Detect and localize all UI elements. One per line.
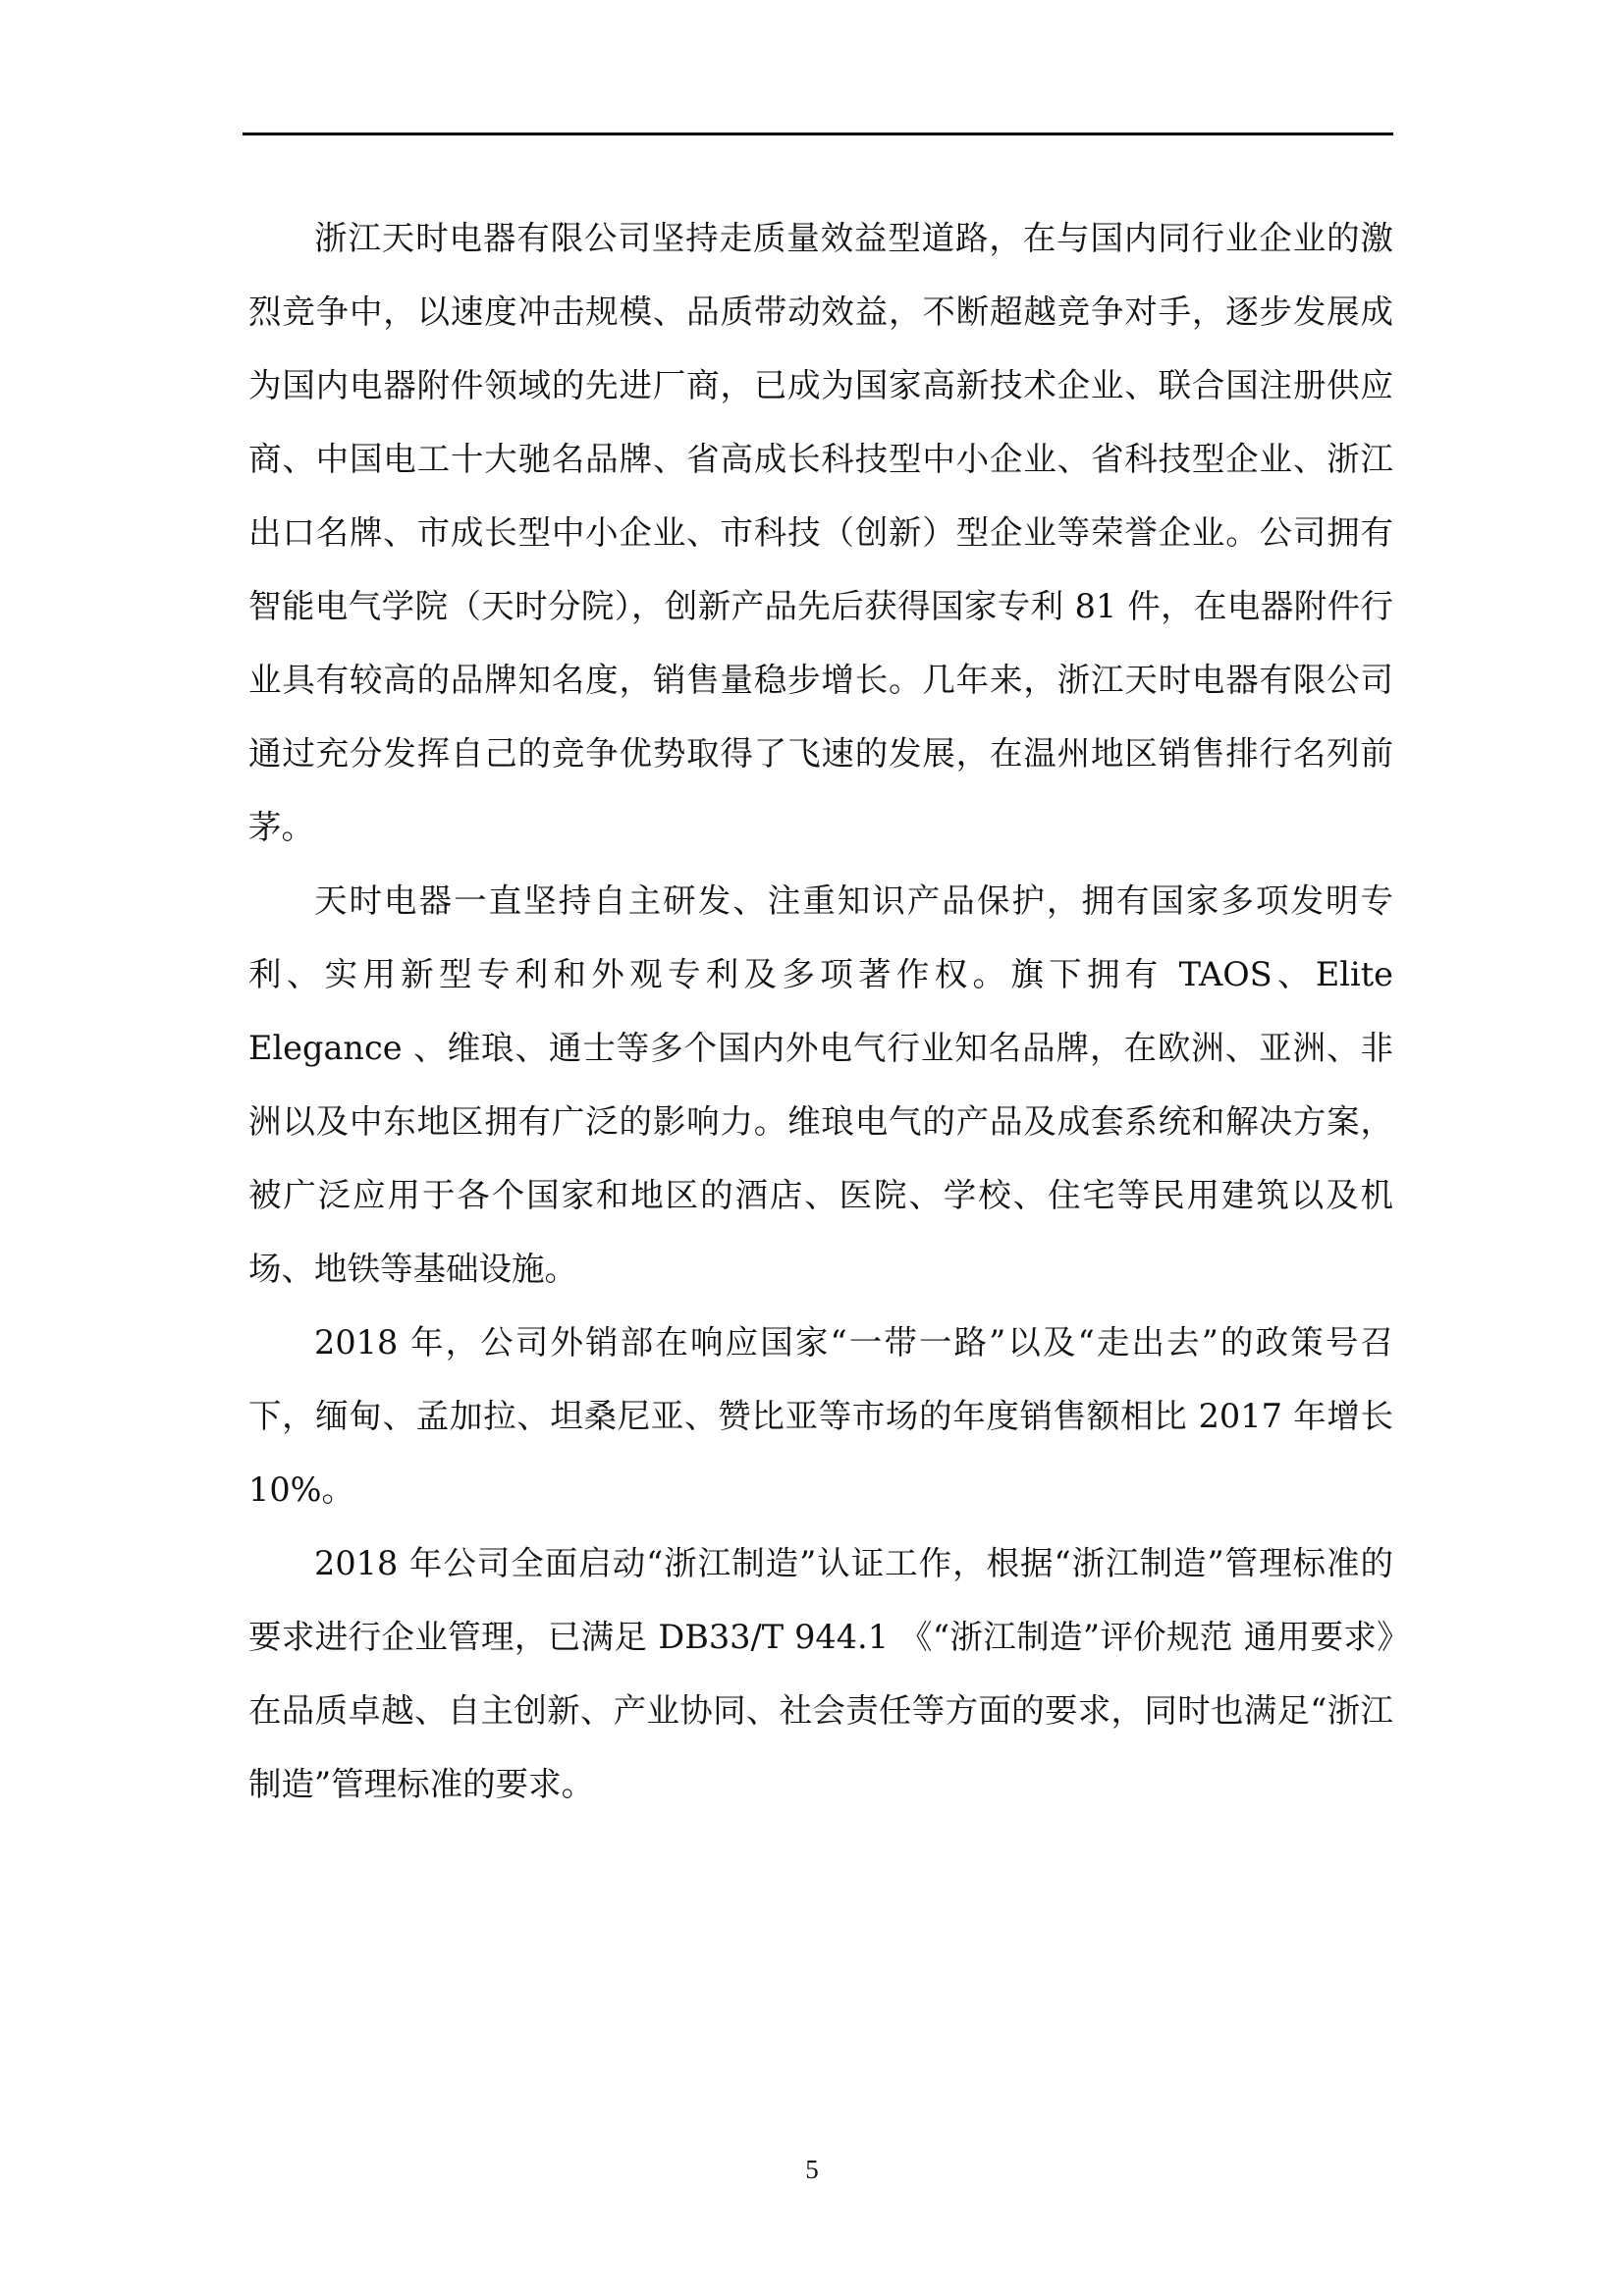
body-text xyxy=(248,201,1393,1821)
paragraph-rd-brands: 天时电器一直坚持自主研发、注重知识产品保护，拥有国家多项发明专利、实用新型专利和外观专利及多项著作权。旗下拥有 TAOS、Elite Elegance 、维琅、通士等多个国内外电气行业知名品牌，在欧洲、亚洲、非洲以及中东地区拥有广泛的影响力。维琅电气的产品及成套系统和解决方案，被广泛应用于各个国家和地区的酒店、医院、学校、住宅等民用建筑以及机场、地铁等基础设施。 xyxy=(248,881,1393,1288)
paragraph-export-sales: 2018 年，公司外销部在响应国家“一带一路”以及“走出去”的政策号召下，缅甸、孟加拉、坦桑尼亚、赞比亚等市场的年度销售额相比 2017 年增长 10%。 xyxy=(248,1323,1393,1509)
paragraph-zhejiang-certification: 2018 年公司全面启动“浙江制造”认证工作，根据“浙江制造”管理标准的要求进行企业管理，已满足 DB33/T 944.1 《“浙江制造”评价规范 通用要求》在品质卓越、自主创新、产业协同、社会责任等方面的要求，同时也满足“浙江制造”管理标准的要求。 xyxy=(248,1544,1393,1803)
header-rule xyxy=(243,133,1393,135)
page-number: 5 xyxy=(805,2155,819,2184)
paragraph-company-overview: 浙江天时电器有限公司坚持走质量效益型道路，在与国内同行业企业的激烈竞争中，以速度冲击规模、品质带动效益，不断超越竞争对手，逐步发展成为国内电器附件领域的先进厂商，已成为国家高新技术企业、联合国注册供应商、中国电工十大驰名品牌、省高成长科技型中小企业、省科技型企业、浙江出口名牌、市成长型中小企业、市科技（创新）型企业等荣誉企业。公司拥有智能电气学院（天时分院），创新产品先后获得国家专利 81 件，在电器附件行业具有较高的品牌知名度，销售量稳步增长。几年来，浙江天时电器有限公司通过充分发挥自己的竞争优势取得了飞速的发展，在温州地区销售排行名列前茅。 xyxy=(248,219,1393,846)
